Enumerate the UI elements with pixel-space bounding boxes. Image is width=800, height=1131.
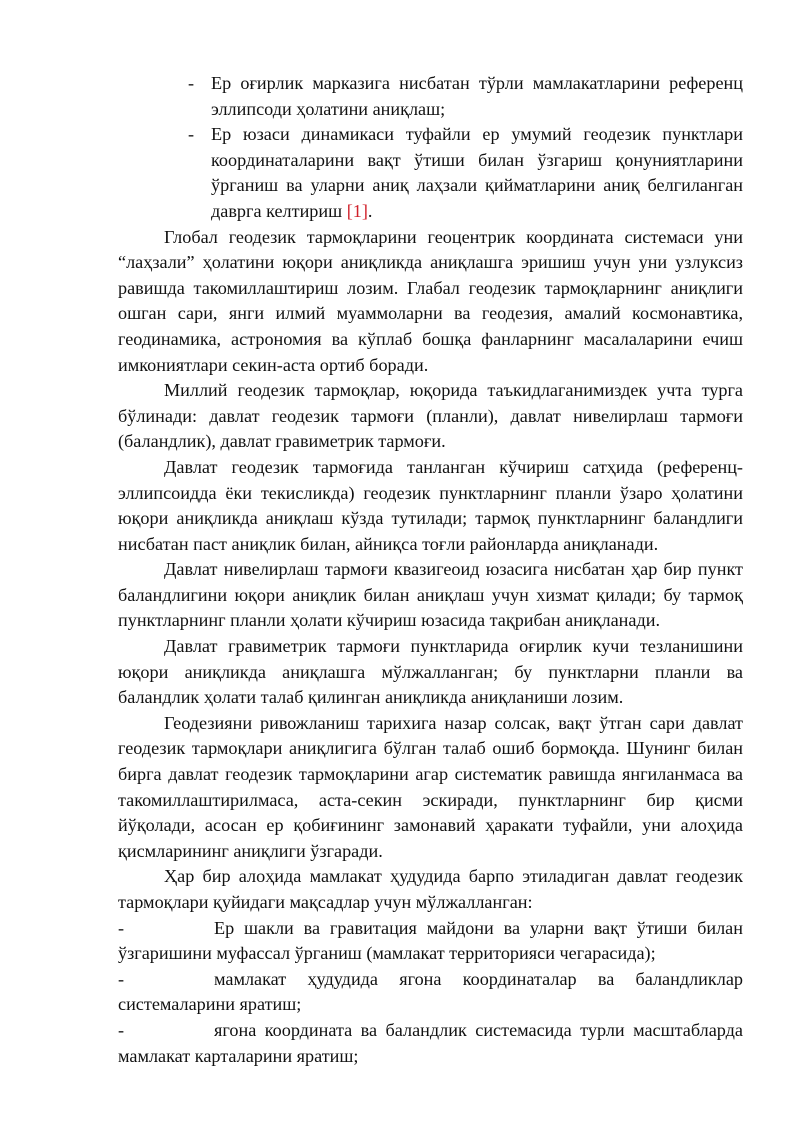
list-dash: -: [118, 917, 125, 938]
paragraph: Миллий геодезик тармоқлар, юқорида таъкидлаганимиздек учта турга бўлинади: давлат геодезик тармоғи (планли), давлат нивелирлаш тармоғи (баландлик), давлат гравиметрик тармоғи.: [118, 380, 743, 452]
citation-link[interactable]: [1]: [346, 200, 368, 221]
list-item: [118, 967, 743, 1018]
paragraph: Ҳар бир алоҳида мамлакат ҳудудида барпо этиладиган давлат геодезик тармоқлари қуйидаги мақсадлар учун мўлжалланган:: [118, 866, 743, 912]
list-item-text: Ер шакли ва гравитация майдони ва уларни вақт ўтиши билан ўзгаришини муфассал ўрганиш (мамлакат территорияси чегарасида);: [118, 917, 743, 964]
list-item-tail: .: [367, 200, 373, 221]
list-item-text: Ер юзаси динамикаси туфайли ер умумий геодезик пунктлари координаталарини вақт ўтиши билан ўзгариш қонуниятларини ўрганиш ва уларни аниқ лаҳзали қийматларини аниқ белгиланган даврга келтириш: [211, 124, 743, 221]
paragraph: Давлат нивелирлаш тармоғи квазигеоид юзасига нисбатан ҳар бир пункт баландлигини юқори аниқлик билан аниқлаш учун хизмат қилади; бу тармоқ пунктларнинг планли ҳолати кўчириш юзасида тақрибан аниқланади.: [118, 559, 743, 631]
list-item-text: Ер оғирлик марказига нисбатан тўрли мамлакатларини референц эллипсоди ҳолатини аниқлаш;: [211, 73, 743, 119]
list-item: [118, 1018, 743, 1069]
list-item-text: ягона координата ва баландлик системасида турли масштабларда мамлакат карталарини яратиш;: [118, 1019, 743, 1066]
paragraph: Давлат геодезик тармоғида танланган кўчириш сатҳида (референц-эллипсоидда ёки текисликда) геодезик пунктларнинг планли ўзаро ҳолатини юқори аниқликда аниқлаш кўзда тутилади; тармоқ пунктларнинг баландлиги нисбатан паст аниқлик билан, айниқса тоғли районларда аниқланади.: [118, 456, 743, 554]
paragraph: Геодезияни ривожланиш тарихига назар солсак, вақт ўтган сари давлат геодезик тармоқлари аниқлигига бўлган талаб ошиб бормоқда. Шунинг билан бирга давлат геодезик тармоқларини агар систематик равишда янгиланмаса ва такомиллаштирилмаса, аста-секин эскиради, пунктларнинг бир қисми йўқолади, асосан ер қобиғининг замонавий ҳаракати туфайли, уни алоҳида қисмларининг аниқлиги ўзгаради.: [118, 712, 743, 861]
paragraph: Давлат гравиметрик тармоғи пунктларида оғирлик кучи тезланишини юқори аниқликда аниқлашга мўлжалланган; бу пунктларни планли ва баландлик ҳолати талаб қилинган аниқликда аниқланиши лозим.: [118, 636, 743, 708]
list-item: [118, 916, 743, 967]
list-item: [118, 71, 743, 122]
list-dash: -: [188, 73, 195, 93]
list-item: [118, 122, 743, 224]
paragraph: Глобал геодезик тармоқларини геоцентрик координата системаси уни “лаҳзали” ҳолатини юқори аниқликда аниқлашга эришиш учун уни узлуксиз равишда такомиллаштириш лозим. Глабал геодезик тармоқларнинг аниқлиги ошган сари, янги илмий муаммоларни ва геодезия, амалий космонавтика, геодинамика, астрономия ва кўплаб бошқа фанларнинг масалаларини ечиш имкониятлари секин-аста ортиб боради.: [118, 226, 743, 375]
list-dash: -: [118, 968, 125, 989]
list-dash: -: [188, 124, 195, 145]
document-body: [118, 71, 743, 1069]
list-item-text: мамлакат ҳудудида ягона координаталар ва баландликлар системаларини яратиш;: [118, 968, 743, 1015]
list-dash: -: [118, 1019, 125, 1040]
